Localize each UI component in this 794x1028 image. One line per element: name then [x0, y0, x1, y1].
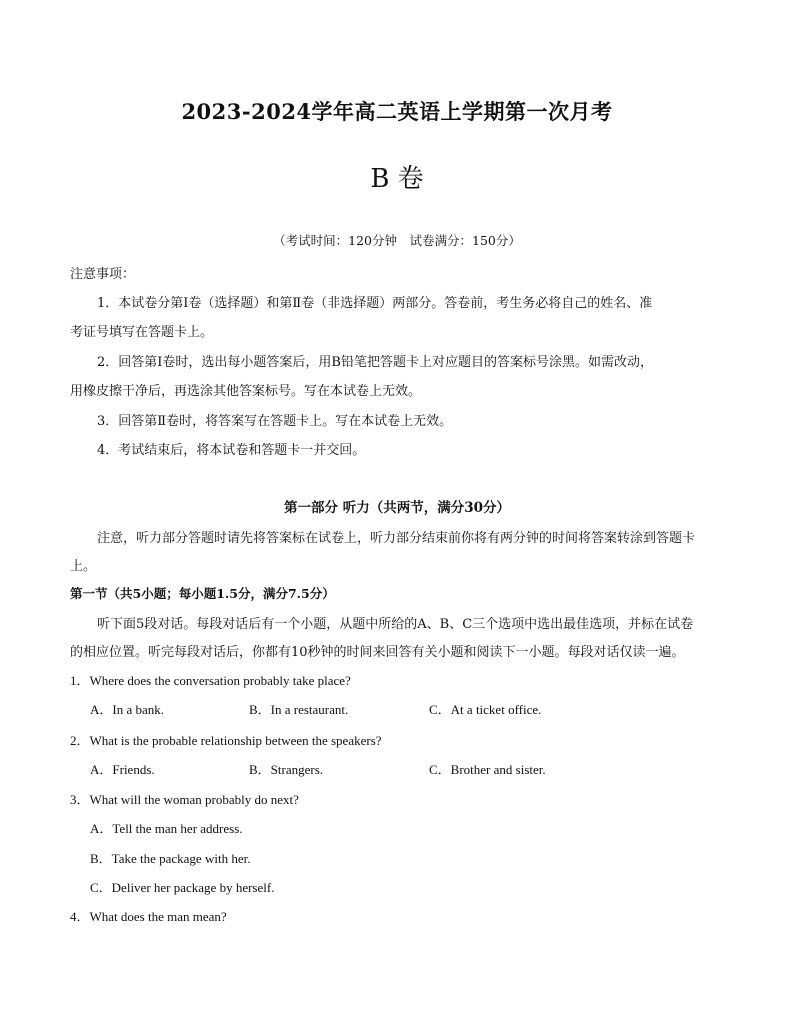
notice-item-2-line-2: 用橡皮擦干净后，再选涂其他答案标号。写在本试卷上无效。 [70, 384, 422, 399]
question-1-stem: 1．Where does the conversation probably take place? [70, 673, 351, 688]
paper-version: B 卷 [370, 164, 424, 194]
section-1-title: 第一节（共5小题；每小题1.5分，满分7.5分） [70, 586, 335, 601]
question-3-option-c: C．Deliver her package by herself. [90, 880, 275, 895]
question-2-option-b: B．Strangers. [249, 762, 324, 777]
question-3-option-a: A．Tell the man her address. [90, 821, 243, 836]
notice-item-4: 4．考试结束后，将本试卷和答题卡一并交回。 [97, 443, 366, 458]
question-2-option-c: C．Brother and sister. [429, 762, 546, 777]
question-1-option-a: A．In a bank. [90, 702, 165, 717]
question-1-option-c: C．At a ticket office. [429, 702, 542, 717]
section-1-instruction-line-1: 听下面5段对话。每段对话后有一个小题，从题中所给的A、B、C三个选项中选出最佳选项，并标在试卷 [97, 617, 694, 632]
notice-item-1-line-1: 1．本试卷分第Ⅰ卷（选择题）和第Ⅱ卷（非选择题）两部分。答卷前，考生务必将自己的姓名、准 [97, 296, 653, 311]
part-1-note-line-2: 上。 [70, 559, 97, 574]
section-1-instruction-line-2: 的相应位置。听完每段对话后，你都有10秒钟的时间来回答有关小题和阅读下一小题。每段对话仅读一遍。 [70, 645, 685, 660]
page-title: 2023-2024学年高二英语上学期第一次月考 [181, 99, 613, 124]
exam-info: （考试时间：120分钟 试卷满分：150分） [273, 233, 521, 248]
question-2-option-a: A．Friends. [90, 762, 155, 777]
question-1-option-b: B．In a restaurant. [249, 702, 349, 717]
part-1-title: 第一部分 听力（共两节，满分30分） [284, 500, 510, 516]
notice-item-1-line-2: 考证号填写在答题卡上。 [70, 325, 214, 340]
notice-heading: 注意事项： [70, 267, 136, 282]
part-1-note-line-1: 注意，听力部分答题时请先将答案标在试卷上，听力部分结束前你将有两分钟的时间将答案转涂到答题卡 [97, 531, 696, 546]
notice-item-3: 3．回答第Ⅱ卷时，将答案写在答题卡上。写在本试卷上无效。 [97, 414, 453, 429]
question-4-stem: 4．What does the man mean? [70, 909, 227, 924]
question-2-stem: 2．What is the probable relationship between the speakers? [70, 733, 382, 748]
question-3-option-b: B．Take the package with her. [90, 851, 251, 866]
question-3-stem: 3．What will the woman probably do next? [70, 792, 299, 807]
notice-item-2-line-1: 2．回答第Ⅰ卷时，选出每小题答案后，用B铅笔把答题卡上对应题目的答案标号涂黑。如需改动， [97, 355, 653, 370]
